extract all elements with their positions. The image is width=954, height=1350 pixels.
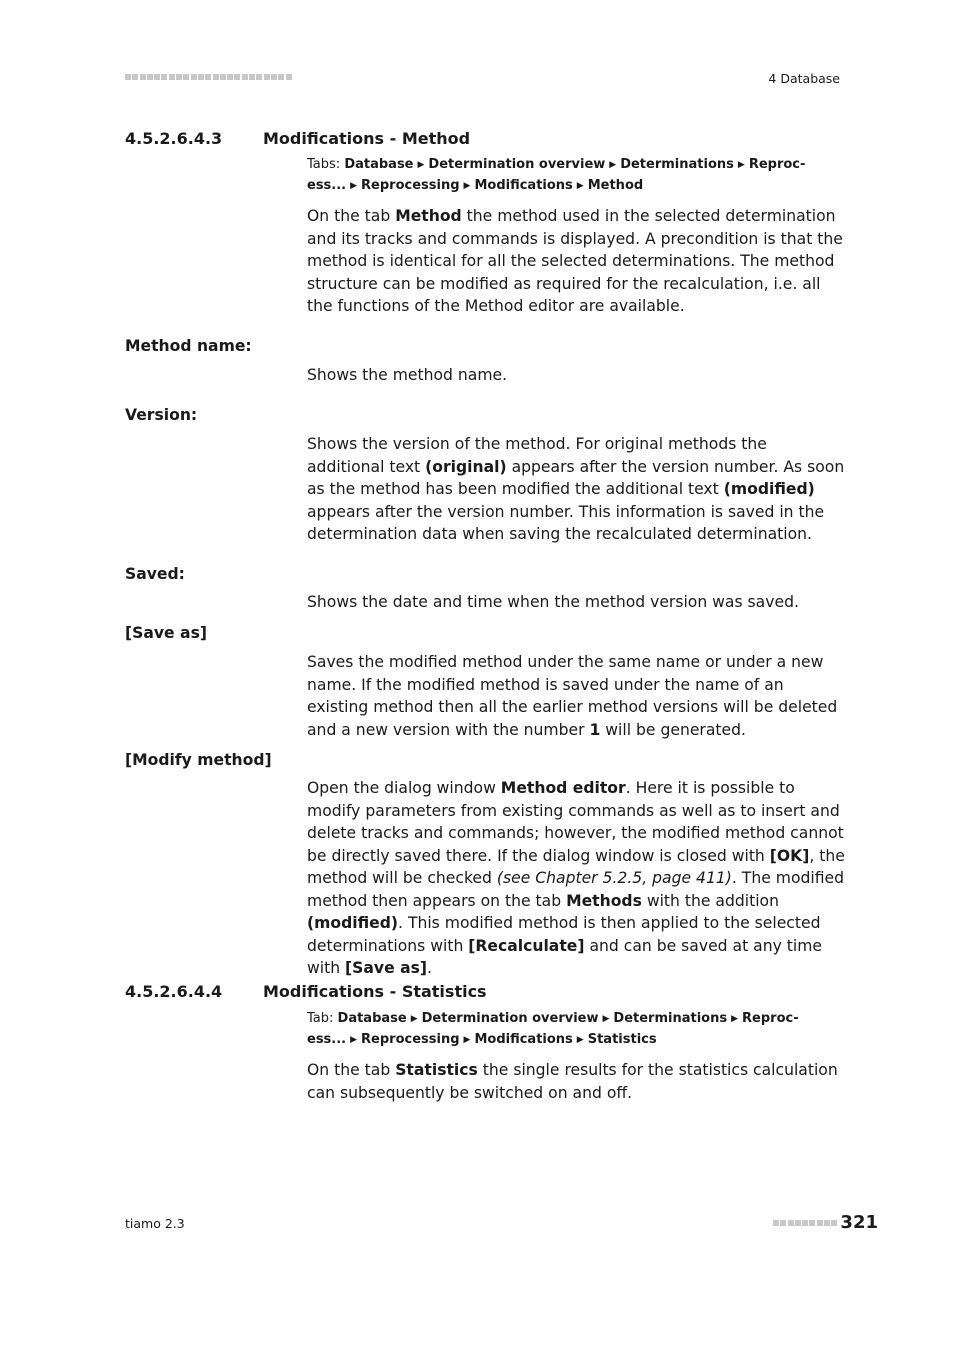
header-section-title: 4 Database <box>768 71 840 86</box>
nav-item: Reprocessing <box>361 178 460 193</box>
nav-item: Method <box>587 178 644 193</box>
navigation-path <box>307 155 827 197</box>
nav-prefix: Tabs: <box>307 157 341 172</box>
term-saved: Saved: <box>125 565 185 583</box>
nav-item: Reproc- <box>742 1011 799 1026</box>
section-number: 4.5.2.6.4.3 <box>125 129 223 148</box>
navigation-path <box>307 1009 827 1051</box>
desc-save-as: Saves the modified method under the same name or under a new name. If the modified method is saved under the name of an existing method then all the earlier method versions will be deleted and a new version with the number 1 will be generated. <box>307 653 838 739</box>
page-number: 321 <box>840 1212 878 1233</box>
triangle-right-icon: ▶ <box>463 181 471 191</box>
statistics-intro-paragraph: On the tab Statistics the single results for the statistics calculation can subsequently be switched on and off. <box>307 1061 838 1102</box>
triangle-right-icon: ▶ <box>731 1014 739 1024</box>
term-save-as: [Save as] <box>125 624 207 642</box>
term-version: Version: <box>125 406 198 424</box>
nav-item: Determination overview <box>428 157 606 172</box>
triangle-right-icon: ▶ <box>609 160 617 170</box>
triangle-right-icon: ▶ <box>463 1035 471 1045</box>
triangle-right-icon: ▶ <box>410 1014 418 1024</box>
nav-item: Modifications <box>474 178 573 193</box>
nav-prefix: Tab: <box>307 1011 334 1026</box>
nav-item: Database <box>344 157 414 172</box>
section-title: Modifications - Statistics <box>263 982 487 1001</box>
triangle-right-icon: ▶ <box>350 1035 358 1045</box>
triangle-right-icon: ▶ <box>350 181 358 191</box>
footer-product: tiamo 2.3 <box>125 1216 185 1231</box>
nav-item: Modifications <box>474 1032 573 1047</box>
nav-item: Reprocessing <box>361 1032 460 1047</box>
section-number: 4.5.2.6.4.4 <box>125 982 223 1001</box>
nav-item: Statistics <box>587 1032 657 1047</box>
nav-item: Determination overview <box>421 1011 599 1026</box>
term-modify-method: [Modify method] <box>125 751 272 769</box>
desc-saved: Shows the date and time when the method version was saved. <box>307 593 799 611</box>
section-heading-statistics <box>125 982 487 1001</box>
triangle-right-icon: ▶ <box>417 160 425 170</box>
nav-item: Determinations <box>620 157 734 172</box>
footer-decoration <box>773 1220 843 1228</box>
triangle-right-icon: ▶ <box>737 160 745 170</box>
method-intro-paragraph: On the tab Method the method used in the selected determination and its tracks and commands is displayed. A precondition is that the method is identical for all the selected determinations. The method structure can be modified as required for the recalculation, i.e. all the functions of the Method editor are available. <box>307 207 843 315</box>
nav-item: Database <box>337 1011 407 1026</box>
term-method-name: Method name: <box>125 337 252 355</box>
desc-version: Shows the version of the method. For original methods the additional text (original) appears after the version number. As soon as the method has been modified the additional text (modified) appears after the version number. This information is saved in the determination data when saving the recalculated determination. <box>307 435 845 543</box>
desc-modify-method: Open the dialog window Method editor. Here it is possible to modify parameters from existing commands as well as to insert and delete tracks and commands; however, the modified method cannot be directly saved there. If the dialog window is closed with [OK], the method will be checked (see Chapter 5.2.5, page 411). The modified method then appears on the tab Methods with the addition (modified). This modified method is then applied to the selected determinations with [Recalculate] and can be saved at any time with [Save as]. <box>307 779 845 977</box>
triangle-right-icon: ▶ <box>602 1014 610 1024</box>
header-decoration <box>125 74 307 82</box>
section-heading-method <box>125 129 470 148</box>
nav-item: Determinations <box>613 1011 728 1026</box>
triangle-right-icon: ▶ <box>576 181 584 191</box>
section-title: Modifications - Method <box>263 129 471 148</box>
desc-method-name: Shows the method name. <box>307 366 508 384</box>
nav-item: ess... <box>307 178 347 193</box>
nav-item: Reproc- <box>748 157 806 172</box>
triangle-right-icon: ▶ <box>576 1035 584 1045</box>
nav-item: ess... <box>307 1032 347 1047</box>
